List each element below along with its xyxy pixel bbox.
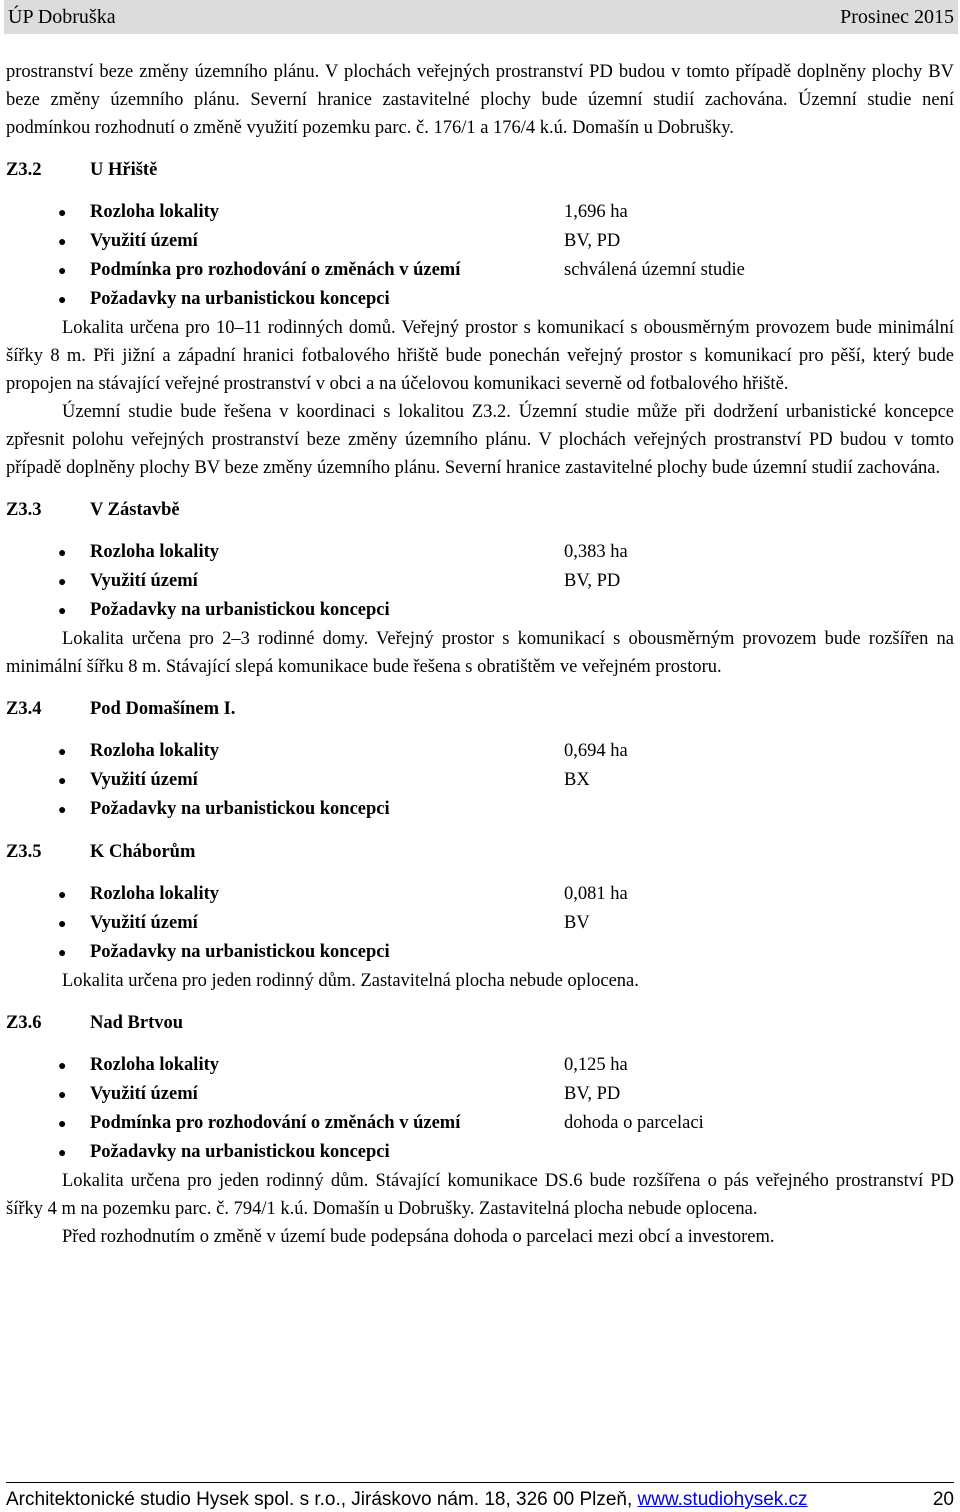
document-body bbox=[6, 58, 954, 1251]
property-value: schválená územní studie bbox=[564, 260, 745, 280]
section-code: Z3.6 bbox=[6, 1013, 42, 1033]
property-value: BV bbox=[564, 913, 590, 933]
property-label: Využití území bbox=[90, 770, 198, 790]
bullet-icon: ● bbox=[58, 206, 67, 221]
section-code: Z3.2 bbox=[6, 160, 42, 180]
section-paragraph: Územní studie bude řešena v koordinaci s lokalitou Z3.2. Územní studie může při dodržení urbanistické koncepce zpřesnit polohu veřejných prostranství beze změny územního plánu. V plochách veřejných prostranství PD budou v tomto případě doplněny plochy BV beze změny územního plánu. Severní hranice zastavitelné plochy bude územní studií zachována. bbox=[6, 402, 954, 478]
bullet-icon: ● bbox=[58, 1146, 67, 1161]
property-item bbox=[6, 1109, 954, 1138]
section-title: K Cháborům bbox=[90, 842, 196, 862]
footer-website-link[interactable]: www.studiohysek.cz bbox=[637, 1489, 808, 1510]
property-value: 0,383 ha bbox=[564, 542, 628, 562]
section-paragraph: Lokalita určena pro 10–11 rodinných domů. Veřejný prostor s komunikací s obousměrným provozem bude minimální šířky 8 m. Při jižní a západní hranici fotbalového hřiště bude ponechán veřejný prostor s komunikací pro pěší, který bude propojen na stávající veřejné prostranství v obci a na účelovou komunikaci severně od fotbalového hřiště. bbox=[6, 318, 954, 394]
sections-container bbox=[6, 156, 954, 1251]
property-value: dohoda o parcelaci bbox=[564, 1113, 704, 1133]
property-value: BV, PD bbox=[564, 1084, 621, 1104]
property-item bbox=[6, 737, 954, 766]
section-heading bbox=[6, 496, 954, 524]
page-footer bbox=[6, 1482, 954, 1512]
section-paragraph: Lokalita určena pro 2–3 rodinné domy. Veřejný prostor s komunikací s obousměrným provozem bude rozšířen na minimální šířku 8 m. Stávající slepá komunikace bude řešena s obratištěm ve veřejném prostoru. bbox=[6, 629, 954, 677]
property-label: Rozloha lokality bbox=[90, 542, 219, 562]
property-value: 0,081 ha bbox=[564, 884, 628, 904]
property-item bbox=[6, 596, 954, 625]
header-date: Prosinec 2015 bbox=[840, 6, 954, 28]
page-header bbox=[4, 0, 958, 34]
property-item bbox=[6, 1080, 954, 1109]
property-label: Podmínka pro rozhodování o změnách v území bbox=[90, 260, 461, 280]
bullet-icon: ● bbox=[58, 575, 67, 590]
property-label: Využití území bbox=[90, 571, 198, 591]
property-item bbox=[6, 538, 954, 567]
property-label: Požadavky na urbanistickou koncepci bbox=[90, 289, 390, 309]
bullet-icon: ● bbox=[58, 264, 67, 279]
property-item bbox=[6, 227, 954, 256]
property-label: Požadavky na urbanistickou koncepci bbox=[90, 1142, 390, 1162]
section-paragraph: Lokalita určena pro jeden rodinný dům. Zastavitelná plocha nebude oplocena. bbox=[62, 971, 639, 991]
bullet-icon: ● bbox=[58, 604, 67, 619]
property-label: Požadavky na urbanistickou koncepci bbox=[90, 942, 390, 962]
footer-company-info bbox=[6, 1486, 808, 1512]
property-label: Využití území bbox=[90, 231, 198, 251]
property-list bbox=[6, 538, 954, 625]
property-list bbox=[6, 198, 954, 314]
bullet-icon: ● bbox=[58, 745, 67, 760]
property-label: Požadavky na urbanistickou koncepci bbox=[90, 600, 390, 620]
property-label: Rozloha lokality bbox=[90, 741, 219, 761]
section-code: Z3.5 bbox=[6, 842, 42, 862]
section-title: U Hřiště bbox=[90, 160, 158, 180]
header-document-title: ÚP Dobruška bbox=[8, 6, 116, 28]
property-item bbox=[6, 285, 954, 314]
bullet-icon: ● bbox=[58, 803, 67, 818]
property-value: 1,696 ha bbox=[564, 202, 628, 222]
property-item bbox=[6, 1138, 954, 1167]
property-item bbox=[6, 909, 954, 938]
property-value: 0,125 ha bbox=[564, 1055, 628, 1075]
section-paragraph: Lokalita určena pro jeden rodinný dům. Stávající komunikace DS.6 bude rozšířena o pás veřejného prostranství PD šířky 4 m na pozemku parc. č. 794/1 k.ú. Domašín u Dobrušky. Zastavitelná plocha nebude oplocena. bbox=[6, 1171, 954, 1219]
property-label: Využití území bbox=[90, 1084, 198, 1104]
property-label: Rozloha lokality bbox=[90, 884, 219, 904]
bullet-icon: ● bbox=[58, 774, 67, 789]
property-item bbox=[6, 1051, 954, 1080]
section-heading bbox=[6, 838, 954, 866]
property-item bbox=[6, 880, 954, 909]
property-item bbox=[6, 198, 954, 227]
section-heading bbox=[6, 1009, 954, 1037]
property-label: Požadavky na urbanistickou koncepci bbox=[90, 799, 390, 819]
bullet-icon: ● bbox=[58, 1117, 67, 1132]
property-value: 0,694 ha bbox=[564, 741, 628, 761]
property-label: Využití území bbox=[90, 913, 198, 933]
section-code: Z3.3 bbox=[6, 500, 42, 520]
section-paragraph: Před rozhodnutím o změně v území bude podepsána dohoda o parcelaci mezi obcí a investorem. bbox=[62, 1227, 775, 1247]
property-label: Podmínka pro rozhodování o změnách v území bbox=[90, 1113, 461, 1133]
property-value: BX bbox=[564, 770, 590, 790]
intro-paragraph: prostranství beze změny územního plánu. V plochách veřejných prostranství PD budou v tomto případě doplněny plochy BV beze změny územního plánu. Severní hranice zastavitelné plochy bude územní studií zachována. Územní studie není podmínkou rozhodnutí o změně využití pozemku parc. č. 176/1 a 176/4 k.ú. Domašín u Dobrušky. bbox=[6, 62, 954, 138]
property-label: Rozloha lokality bbox=[90, 202, 219, 222]
property-list bbox=[6, 1051, 954, 1167]
section-title: V Zástavbě bbox=[90, 500, 180, 520]
section-heading bbox=[6, 695, 954, 723]
property-item bbox=[6, 567, 954, 596]
section-title: Pod Domašínem I. bbox=[90, 699, 236, 719]
bullet-icon: ● bbox=[58, 1088, 67, 1103]
property-item bbox=[6, 795, 954, 824]
property-item bbox=[6, 938, 954, 967]
property-item bbox=[6, 256, 954, 285]
property-value: BV, PD bbox=[564, 231, 621, 251]
bullet-icon: ● bbox=[58, 546, 67, 561]
bullet-icon: ● bbox=[58, 293, 67, 308]
bullet-icon: ● bbox=[58, 888, 67, 903]
bullet-icon: ● bbox=[58, 235, 67, 250]
property-list bbox=[6, 880, 954, 967]
section-heading bbox=[6, 156, 954, 184]
property-item bbox=[6, 766, 954, 795]
bullet-icon: ● bbox=[58, 917, 67, 932]
property-label: Rozloha lokality bbox=[90, 1055, 219, 1075]
section-code: Z3.4 bbox=[6, 699, 42, 719]
page-number: 20 bbox=[932, 1489, 954, 1510]
footer-address: Architektonické studio Hysek spol. s r.o., Jiráskovo nám. 18, 326 00 Plzeň, bbox=[6, 1489, 633, 1510]
property-list bbox=[6, 737, 954, 824]
bullet-icon: ● bbox=[58, 1059, 67, 1074]
property-value: BV, PD bbox=[564, 571, 621, 591]
section-title: Nad Brtvou bbox=[90, 1013, 184, 1033]
bullet-icon: ● bbox=[58, 946, 67, 961]
